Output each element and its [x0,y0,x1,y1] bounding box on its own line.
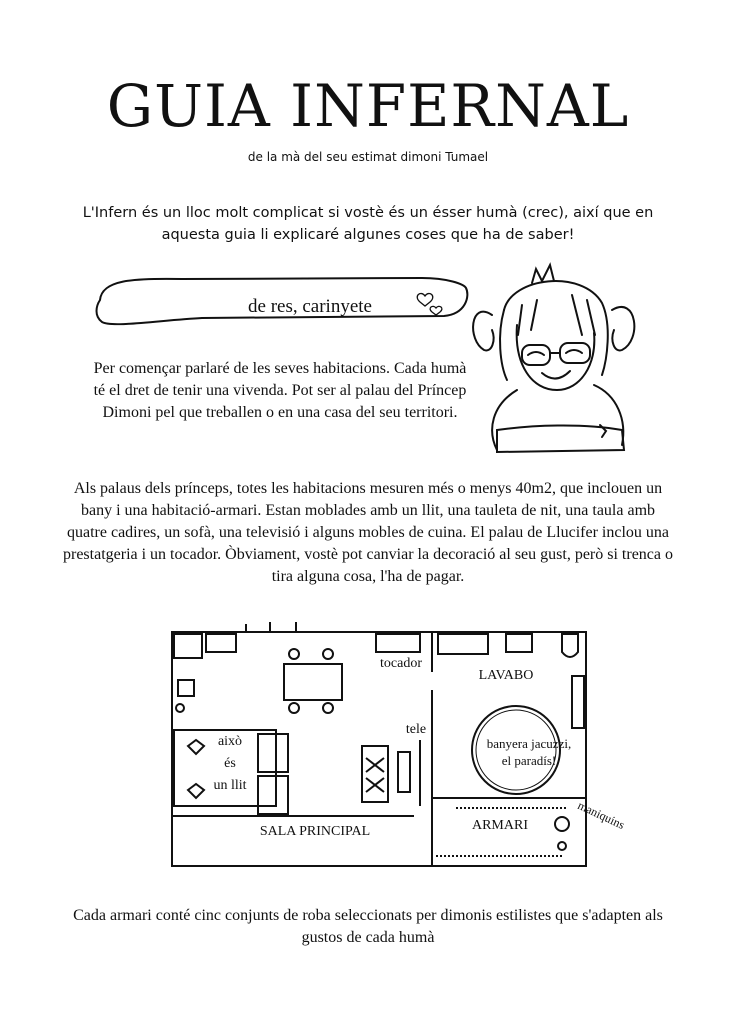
jacuzzi-label-line-1: banyera jacuzzi, [486,736,572,751]
speech-bubble-text: de res, carinyete [248,296,372,317]
bed-label-line-1: això [217,734,243,749]
page-title: GUIA INFERNAL [106,72,630,140]
tv-label: tele [405,722,427,737]
intro-paragraph: L'Infern és un lloc molt complicat si vostè és un ésser humà (crec), així que en aquesta guia li explicaré algunes coses que ha de saber! [82,205,654,243]
main-room-label: SALA PRINCIPAL [259,824,371,839]
demon-character-illustration [462,255,642,455]
bed-label-line-3: un llit [213,778,247,793]
bed-label-line-2: és [224,756,236,771]
wardrobe-label: ARMARI [471,818,528,833]
palace-rooms-paragraph: Als palaus dels prínceps, totes les habitacions mesuren més o menys 40m2, que inclouen un bany i una habitació-armari. Estan moblades amb un llit, una tauleta de nit, una taula amb quatre cadires, un sofà, una televisió i alguns mobles de cuina. El palau de Llucifer inclou una prestatgeria i un tocador. Òbviament, vostè pot canviar la decoració al seu gust, però si trenca o tira alguna cosa, l'ha de pagar. [62,480,673,585]
vanity-label: tocador [380,656,422,671]
page-subtitle: de la mà del seu estimat dimoni Tumael [247,150,489,164]
rooms-paragraph: Per començar parlaré de les seves habitacions. Cada humà té el dret de tenir una vivenda. Pot ser al palau del Príncep Dimoni pel que treballen o en una casa del seu territori. [93,360,467,421]
wardrobe-paragraph: Cada armari conté cinc conjunts de roba seleccionats per dimonis estilistes que s'adapten als gustos de cada humà [73,907,663,946]
jacuzzi-label-line-2: el paradís! [501,753,557,768]
bathroom-label: LAVABO [478,668,534,683]
mannequins-label: maniquins [575,798,627,832]
